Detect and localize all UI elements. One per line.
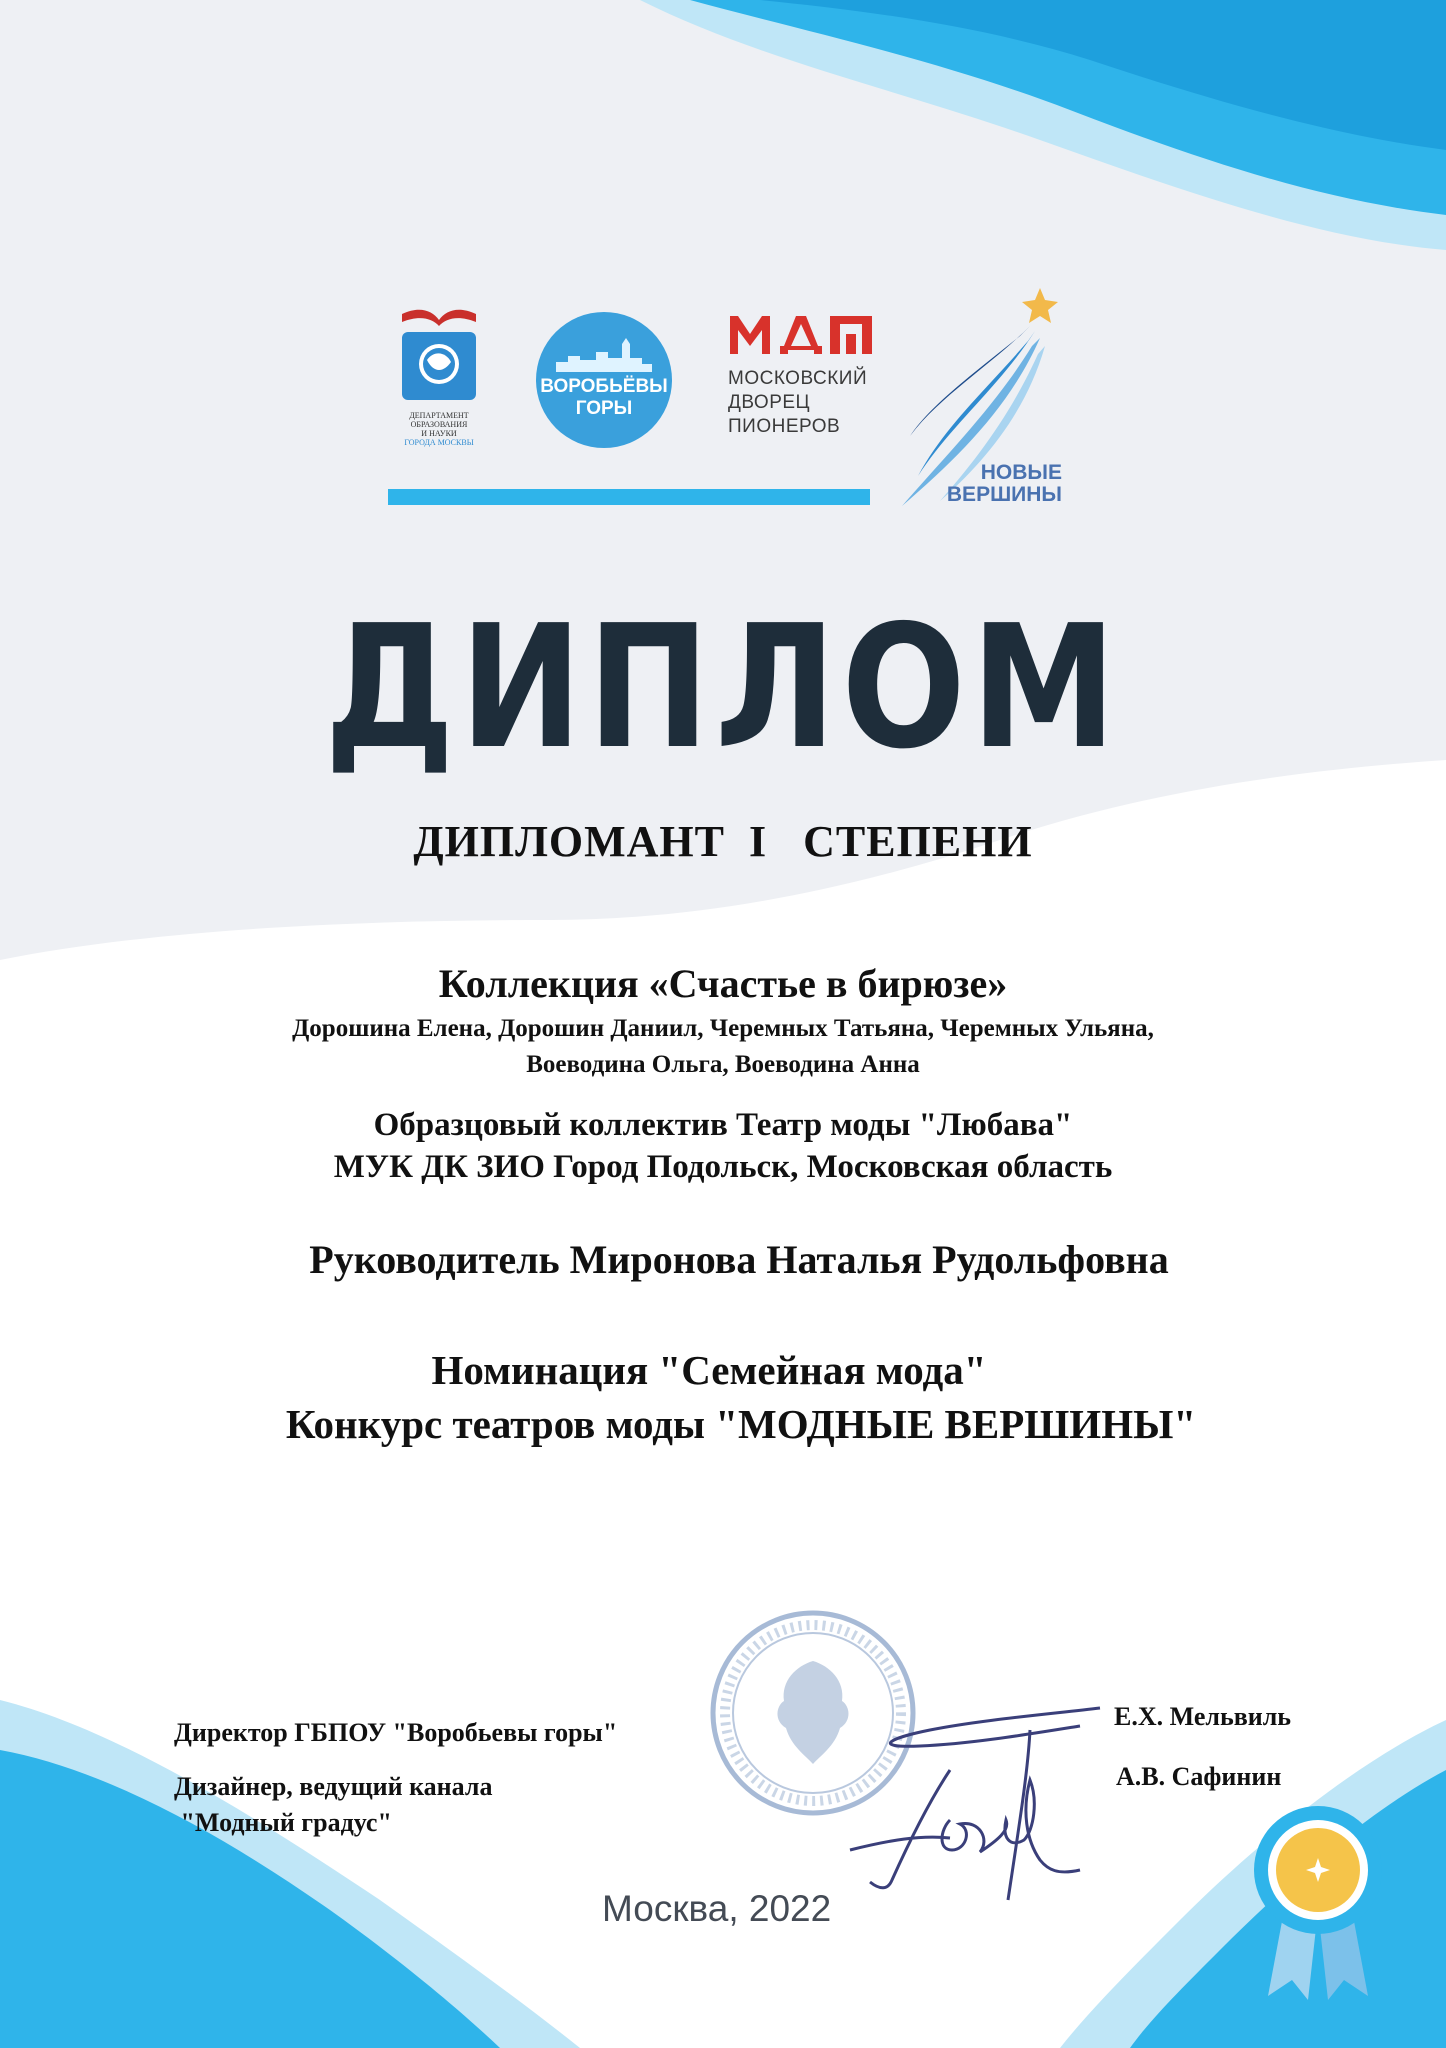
diploma-degree: ДИПЛОМАНТ I СТЕПЕНИ [413, 817, 1033, 866]
participants-line-2: Воеводина Ольга, Воеводина Анна [526, 1051, 920, 1078]
collective-name: Образцовый коллектив Театр моды "Любава" [373, 1107, 1073, 1143]
department-crest-icon [394, 306, 484, 406]
organization-name: МУК ДК ЗИО Город Подольск, Московская область [333, 1149, 1113, 1185]
contest-name: Конкурс театров моды "МОДНЫЕ ВЕРШИНЫ" [285, 1401, 1197, 1447]
department-line-2: ОБРАЗОВАНИЯ [410, 420, 468, 429]
vorobyovy-gory-title [536, 376, 672, 420]
designer-title-line-2: "Модный градус" [174, 1808, 392, 1837]
designer-name: А.В. Сафинин [1116, 1762, 1282, 1791]
mdp-line-1: МОСКОВСКИЙ [728, 368, 868, 389]
director-title: Директор ГБПОУ "Воробьевы горы" [174, 1718, 618, 1747]
vorobyovy-line-2: ГОРЫ [575, 398, 633, 419]
novye-vershiny-text [930, 462, 1062, 506]
participants-line-1: Дорошина Елена, Дорошин Даниил, Черемных Татьяна, Черемных Ульяна, [292, 1015, 1154, 1042]
department-logo-text [394, 411, 484, 447]
designer-title-line-1: Дизайнер, ведущий канала [174, 1772, 493, 1801]
mdp-text [728, 367, 878, 439]
header-blue-line [388, 489, 870, 505]
award-medal-icon [1248, 1800, 1388, 2000]
page-title: ДИПЛОМ [324, 589, 1122, 787]
mdp-logo [728, 312, 878, 452]
nomination: Номинация "Семейная мода" [431, 1347, 987, 1393]
department-line-3: И НАУКИ [421, 429, 457, 438]
mdp-line-2: ДВОРЕЦ [728, 392, 811, 413]
handwritten-signature-icon [830, 1690, 1130, 1910]
vershiny-line-2: ВЕРШИНЫ [946, 483, 1062, 506]
department-logo [394, 306, 484, 451]
department-line-1: ДЕПАРТАМЕНТ [409, 411, 469, 420]
novye-vershiny-logo [890, 276, 1070, 512]
city-year: Москва, 2022 [602, 1888, 832, 1929]
collection-title: Коллекция «Счастье в бирюзе» [438, 961, 1008, 1006]
department-line-4: ГОРОДА МОСКВЫ [404, 438, 474, 447]
vorobyovy-gory-logo [536, 312, 672, 448]
novye-line-1: НОВЫЕ [980, 461, 1062, 484]
vorobyovy-line-1: ВОРОБЬЁВЫ [540, 376, 668, 397]
director-name: Е.Х. Мельвиль [1114, 1702, 1292, 1731]
mdp-mark-icon [728, 312, 874, 356]
mdp-line-3: ПИОНЕРОВ [728, 416, 841, 437]
skyline-icon [556, 338, 652, 372]
leader-name: Руководитель Миронова Наталья Рудольфовна [309, 1237, 1169, 1282]
